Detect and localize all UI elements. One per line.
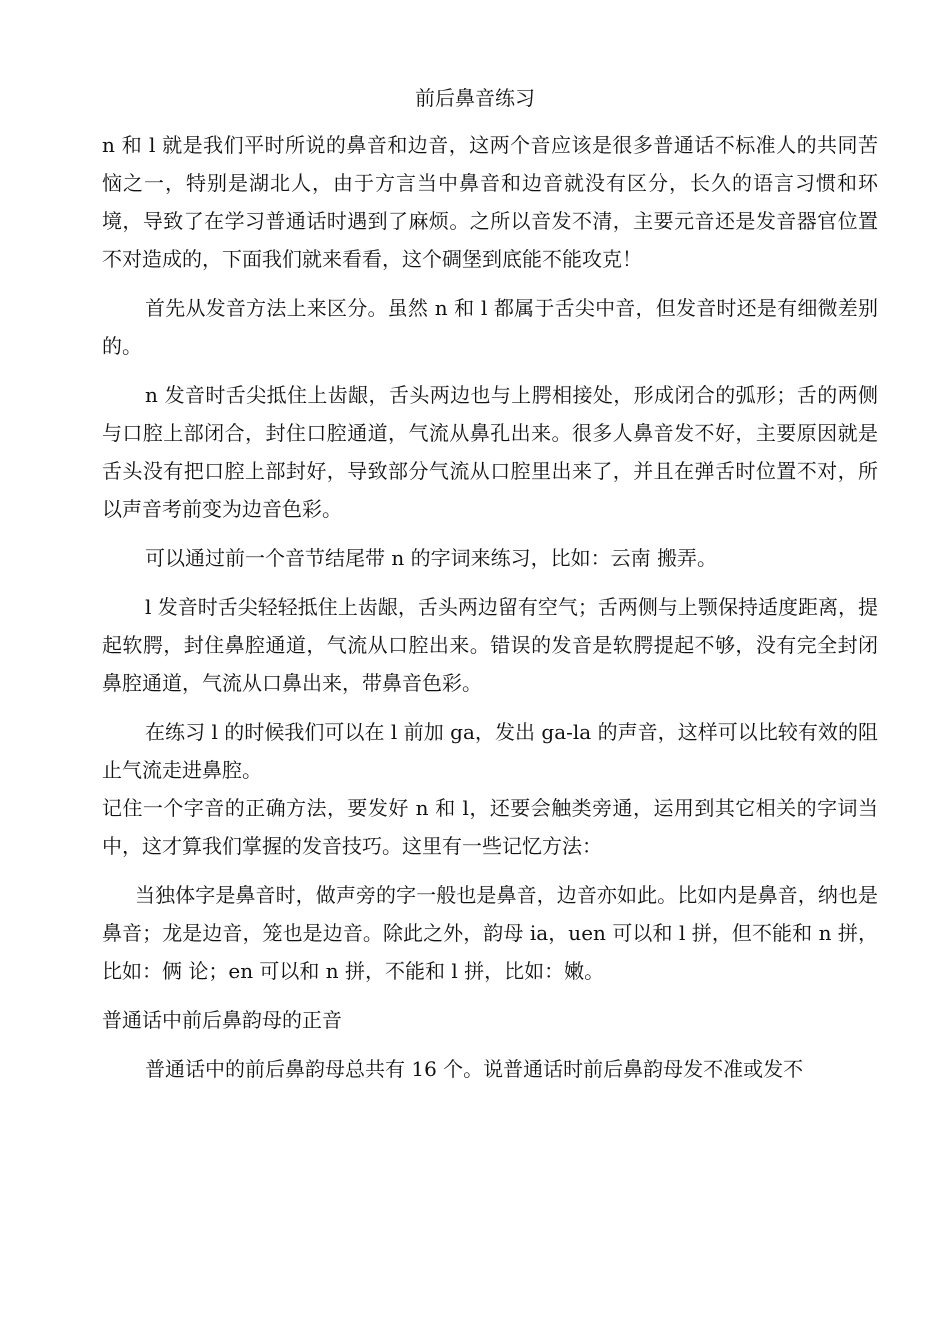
paragraph-n-practice: 可以通过前一个音节结尾带 n 的字词来练习，比如：云南 搬弄。 (145, 546, 717, 570)
paragraph-phonetic-rule: 当独体字是鼻音时，做声旁的字一般也是鼻音，边音亦如此。比如内是鼻音，纳也是鼻音；龙是边音，笼也是边音。除此之外，韵母 ia，uen 可以和 l 拼，但不能和 n 拼，比如：俩 论；en 可以和 n 拼，不能和 l 拼，比如：嫩。 (102, 883, 878, 983)
document-body (102, 126, 878, 1088)
paragraph-l-practice: 在练习 l 的时候我们可以在 l 前加 ga，发出 ga-la 的声音，这样可以比较有效的阻止气流走进鼻腔。 (102, 720, 878, 782)
paragraph-memory: 记住一个字音的正确方法，要发好 n 和 l，还要会触类旁通，运用到其它相关的字词当中，这才算我们掌握的发音技巧。这里有一些记忆方法： (102, 796, 878, 858)
paragraph-l-sound: l 发音时舌尖轻轻抵住上齿龈，舌头两边留有空气；舌两侧与上颚保持适度距离，提起软腭，封住鼻腔通道，气流从口腔出来。错误的发音是软腭提起不够，没有完全封闭鼻腔通道，气流从口鼻出来，带鼻音色彩。 (102, 595, 878, 695)
document-title: 前后鼻音练习 (415, 86, 535, 110)
paragraph-intro: n 和 l 就是我们平时所说的鼻音和边音，这两个音应该是很多普通话不标准人的共同苦恼之一，特别是湖北人，由于方言当中鼻音和边音就没有区分，长久的语言习惯和环境，导致了在学习普通话时遇到了麻烦。之所以音发不清，主要元音还是发音器官位置不对造成的，下面我们就来看看，这个碉堡到底能不能攻克！ (102, 133, 878, 271)
paragraph-method: 首先从发音方法上来区分。虽然 n 和 l 都属于舌尖中音，但发音时还是有细微差别的。 (102, 296, 878, 358)
paragraph-nasal-finals: 普通话中的前后鼻韵母总共有 16 个。说普通话时前后鼻韵母发不准或发不 (145, 1057, 804, 1081)
section-heading: 普通话中前后鼻韵母的正音 (102, 1008, 342, 1032)
paragraph-n-sound: n 发音时舌尖抵住上齿龈，舌头两边也与上腭相接处，形成闭合的弧形；舌的两侧与口腔上部闭合，封住口腔通道，气流从鼻孔出来。很多人鼻音发不好，主要原因就是舌头没有把口腔上部封好，导致部分气流从口腔里出来了，并且在弹舌时位置不对，所以声音考前变为边音色彩。 (102, 383, 878, 521)
